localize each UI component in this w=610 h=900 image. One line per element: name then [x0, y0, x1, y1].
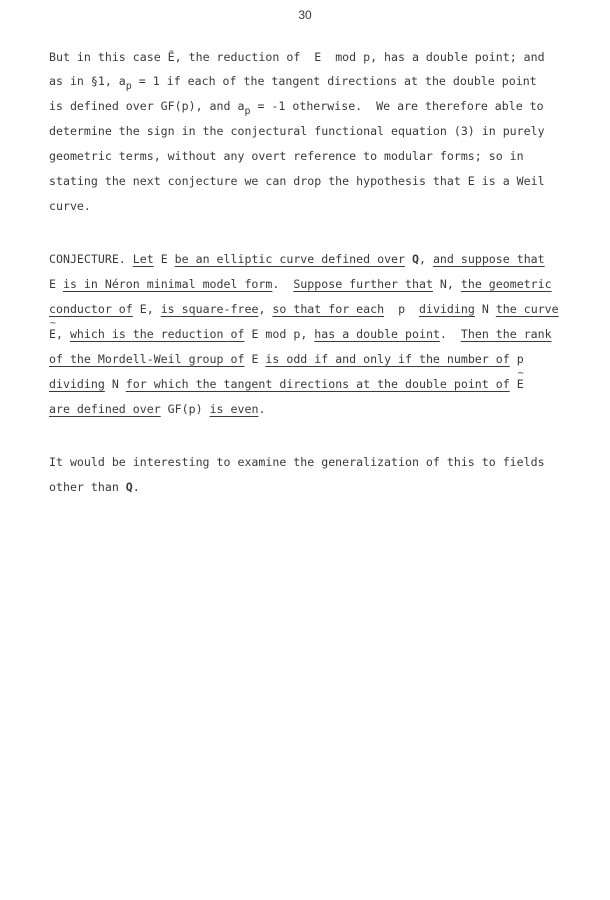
- para1-line-4: determine the sign in the conjectural functional equation (3) in purely: [49, 124, 545, 138]
- para1-line-1: But in this case Ẽ, the reduction of E mod p, has a double point; and: [49, 50, 545, 64]
- conjecture-line-5: of the Mordell-Weil group of E is odd if and only if the number of p: [49, 352, 524, 366]
- page-number: 30: [298, 8, 312, 22]
- conjecture-line-4: ~ E, which is the reduction of E mod p, has a double point. Then the rank: [49, 327, 552, 341]
- conjecture-line-2: E is in Néron minimal model form. Suppose further that N, the geometric: [49, 277, 552, 291]
- conjecture-line-6: dividing N for which the tangent directions at the double point of ~ E: [49, 377, 524, 391]
- para3-line-1: It would be interesting to examine the generalization of this to fields: [49, 455, 545, 469]
- para1-line-3: is defined over GF(p), and $a_p = -1$ otherwise. We are therefore able to: [49, 99, 544, 117]
- conjecture-line-1: CONJECTURE. Let E be an elliptic curve defined over Q, and suppose that: [49, 252, 545, 266]
- conjecture-line-7: are defined over GF(p) is even.: [49, 402, 266, 416]
- para1-line-5: geometric terms, without any overt reference to modular forms; so in: [49, 149, 524, 163]
- para1-line-6: stating the next conjecture we can drop the hypothesis that E is a Weil: [49, 174, 545, 188]
- para1-line-2: as in §1, $a_p = 1$ if each of the tangent directions at the double point: [49, 74, 537, 92]
- conjecture-heading: CONJECTURE.: [49, 252, 126, 266]
- conjecture-line-3: conductor of E, is square-free, so that for each p dividing N the curve: [49, 302, 559, 316]
- para1-line-7: curve.: [49, 199, 91, 213]
- para3-line-2: other than Q.: [49, 480, 140, 494]
